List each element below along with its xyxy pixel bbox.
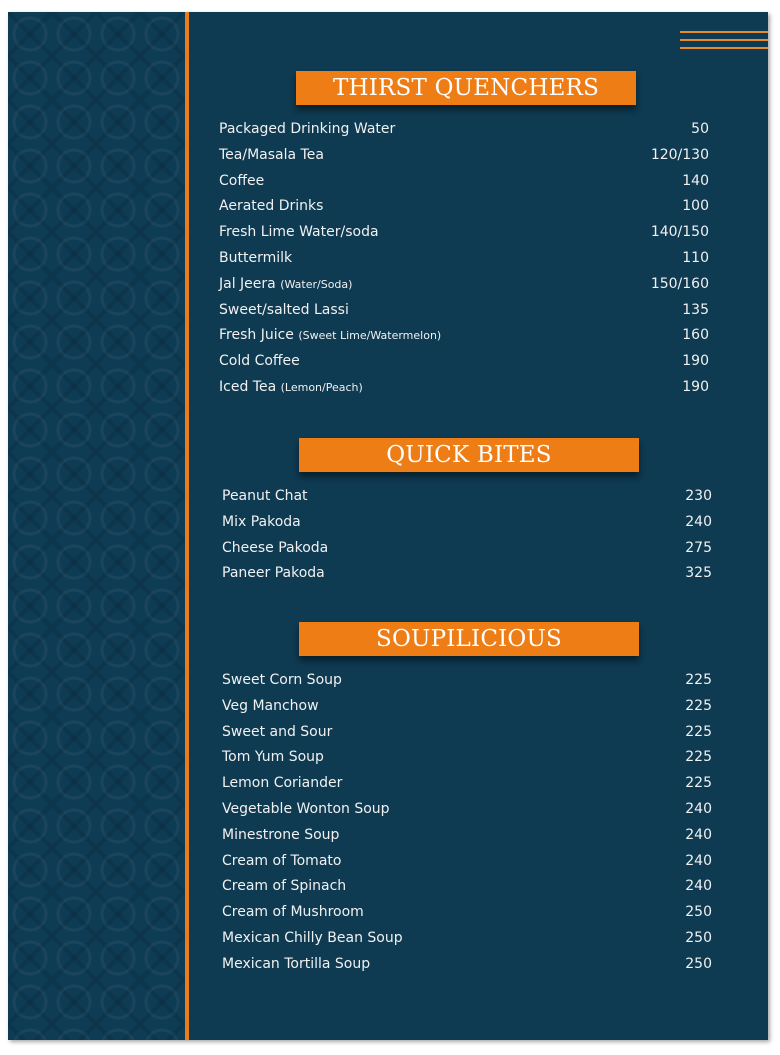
item-name: Lemon Coriander	[222, 775, 343, 792]
menu-item	[219, 353, 300, 369]
section-soupilicious	[222, 622, 712, 982]
menu-item-row	[222, 488, 712, 514]
item-name: Veg Manchow	[222, 697, 319, 714]
item-note: (Lemon/Peach)	[280, 380, 363, 394]
menu-item	[219, 250, 292, 266]
item-price: 325	[685, 565, 712, 582]
menu-item-row	[219, 147, 709, 173]
menu-item-row	[219, 302, 709, 328]
menu-item-row	[219, 198, 709, 224]
menu-item-row	[222, 540, 712, 566]
menu-item	[222, 930, 403, 946]
section-thirst-quenchers	[219, 71, 709, 405]
item-price: 150/160	[650, 275, 709, 292]
item-note: (Sweet Lime/Watermelon)	[298, 329, 442, 343]
section-title: QUICK BITES	[299, 438, 639, 472]
item-price: 120/130	[650, 146, 709, 163]
item-name: Aerated Drinks	[219, 198, 324, 215]
menu-item	[222, 827, 339, 843]
menu-item-row	[222, 672, 712, 698]
menu-item	[222, 698, 319, 714]
menu-item-row	[222, 775, 712, 801]
menu-page	[8, 12, 768, 1040]
item-price: 225	[685, 723, 712, 740]
item-price: 250	[685, 904, 712, 921]
item-name: Buttermilk	[219, 249, 293, 266]
menu-item-row	[222, 878, 712, 904]
menu-item	[222, 565, 325, 581]
item-price: 250	[685, 955, 712, 972]
section-quick-bites	[222, 438, 712, 591]
menu-item-row	[222, 698, 712, 724]
item-price: 275	[685, 539, 712, 556]
item-price: 50	[691, 121, 709, 137]
item-price: 140/150	[650, 224, 709, 241]
menu-item-row	[219, 250, 709, 276]
menu-item	[222, 904, 364, 920]
section-title: SOUPILICIOUS	[299, 622, 639, 656]
item-price: 240	[685, 878, 712, 895]
item-name: Cold Coffee	[219, 353, 300, 370]
item-name: Mexican Chilly Bean Soup	[222, 929, 403, 946]
menu-item	[222, 724, 332, 740]
menu-item-row	[219, 353, 709, 379]
menu-item-row	[222, 827, 712, 853]
item-note: (Water/Soda)	[280, 277, 353, 291]
item-price: 140	[682, 172, 709, 189]
menu-item	[219, 198, 323, 214]
menu-item-row	[222, 724, 712, 750]
menu-item-row	[222, 904, 712, 930]
menu-item	[222, 749, 324, 765]
menu-item-row	[222, 930, 712, 956]
item-name: Vegetable Wonton Soup	[222, 800, 390, 817]
menu-item	[219, 147, 324, 163]
item-name: Peanut Chat	[222, 488, 308, 504]
section-banner	[299, 622, 639, 656]
item-name: Cream of Spinach	[222, 878, 347, 895]
vertical-divider	[185, 12, 189, 1040]
item-price: 160	[682, 327, 709, 344]
menu-item	[219, 276, 352, 292]
item-price: 100	[682, 198, 709, 215]
menu-item	[219, 379, 363, 395]
menu-item	[222, 514, 301, 530]
item-name: Minestrone Soup	[222, 826, 340, 843]
item-name: Paneer Pakoda	[222, 565, 325, 582]
item-price: 225	[685, 672, 712, 688]
item-name: Mexican Tortilla Soup	[222, 955, 371, 972]
decorative-pattern-panel	[8, 12, 185, 1040]
menu-item	[219, 302, 349, 318]
item-name: Cream of Tomato	[222, 852, 342, 869]
menu-item-row	[222, 801, 712, 827]
item-name: Packaged Drinking Water	[219, 121, 396, 137]
item-name: Iced Tea	[219, 378, 277, 395]
item-price: 190	[682, 353, 709, 370]
item-name: Tea/Masala Tea	[219, 146, 324, 163]
menu-item	[222, 801, 390, 817]
item-price: 225	[685, 775, 712, 792]
menu-item-row	[219, 379, 709, 405]
menu-item	[222, 488, 308, 504]
section-title: THIRST QUENCHERS	[296, 71, 636, 105]
item-price: 230	[685, 488, 712, 504]
menu-item-row	[222, 514, 712, 540]
item-price: 250	[685, 929, 712, 946]
corner-decoration	[680, 31, 768, 55]
item-price: 240	[685, 513, 712, 530]
menu-item-row	[222, 853, 712, 879]
menu-item	[219, 121, 395, 137]
item-price: 135	[682, 301, 709, 318]
menu-item	[222, 853, 341, 869]
item-price: 225	[685, 749, 712, 766]
item-name: Sweet Corn Soup	[222, 672, 342, 688]
menu-item	[222, 672, 342, 688]
item-name: Fresh Juice	[219, 327, 294, 344]
menu-item-row	[219, 327, 709, 353]
item-price: 190	[682, 378, 709, 395]
menu-item	[219, 224, 379, 240]
item-name: Cheese Pakoda	[222, 539, 329, 556]
item-name: Jal Jeera	[219, 275, 276, 292]
menu-item-row	[219, 224, 709, 250]
item-price: 240	[685, 800, 712, 817]
menu-item-row	[222, 956, 712, 982]
menu-item-row	[222, 749, 712, 775]
menu-item	[222, 878, 346, 894]
menu-item-row	[219, 276, 709, 302]
section-banner	[299, 438, 639, 472]
item-name: Fresh Lime Water/soda	[219, 224, 379, 241]
item-name: Mix Pakoda	[222, 513, 301, 530]
menu-item-row	[219, 173, 709, 199]
menu-item-row	[222, 565, 712, 591]
item-price: 240	[685, 852, 712, 869]
item-name: Cream of Mushroom	[222, 904, 364, 921]
item-price: 225	[685, 697, 712, 714]
menu-item	[222, 775, 342, 791]
section-banner	[296, 71, 636, 105]
menu-item	[222, 540, 328, 556]
item-name: Sweet and Sour	[222, 723, 333, 740]
menu-item-row	[219, 121, 709, 147]
menu-item	[219, 327, 441, 343]
item-price: 240	[685, 826, 712, 843]
item-name: Tom Yum Soup	[222, 749, 324, 766]
item-name: Coffee	[219, 172, 265, 189]
item-price: 110	[682, 249, 709, 266]
item-name: Sweet/salted Lassi	[219, 301, 349, 318]
menu-item	[219, 173, 264, 189]
menu-item	[222, 956, 370, 972]
